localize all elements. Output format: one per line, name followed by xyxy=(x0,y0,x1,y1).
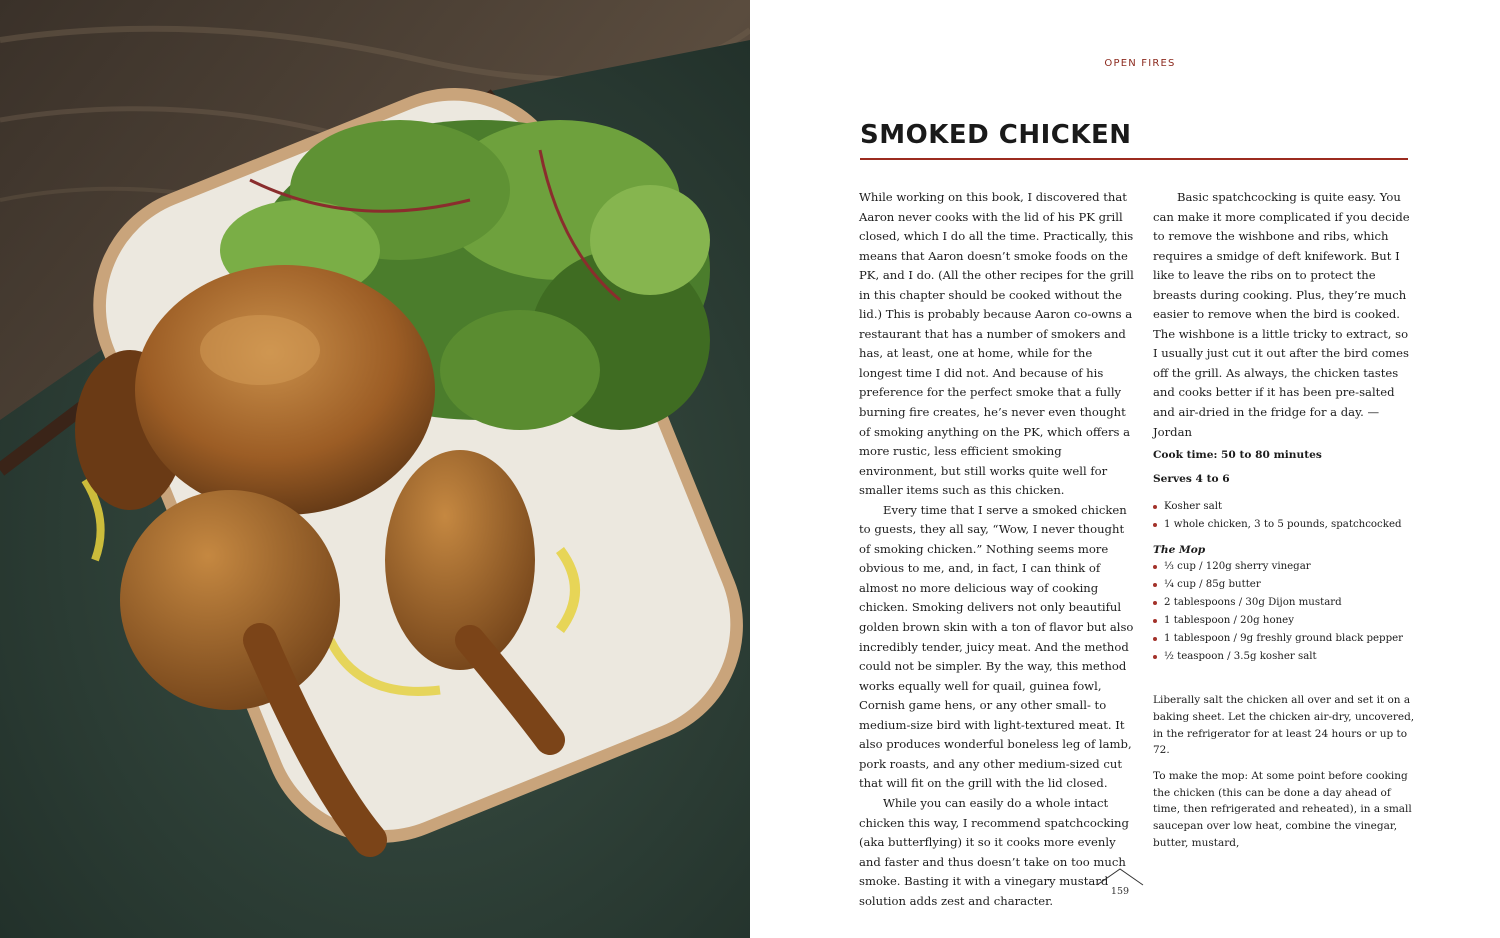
intro-paragraph: Every time that I serve a smoked chicken to guests, they all say, “Wow, I never thought of smoking chicken.” Nothing seems more obvious to me, and, in fact, I can think of almost no more delicious way of cooking chicken. Smoking delivers not only beautiful golden brown skin with a ton of flavor but also incredibly tender, juicy meat. And the method could not be simpler. By the way, this method works equally well for quail, guinea fowl, Cornish game hens, or any other small- to medium-size bird with light-textured meat. It also produces wonderful boneless leg of lamb, pork roasts, and any other medium-sized cut that will fit on the grill with the lid closed. xyxy=(859,502,1134,791)
ingredient-item: 1 whole chicken, 3 to 5 pounds, spatchcocked xyxy=(1153,516,1415,534)
recipe-title: SMOKED CHICKEN xyxy=(860,120,1132,150)
page-number: 159 xyxy=(1110,886,1130,897)
ingredient-item: 2 tablespoons / 30g Dijon mustard xyxy=(1153,594,1415,612)
cook-time: Cook time: 50 to 80 minutes xyxy=(1153,449,1322,462)
ingredient-item: 1 tablespoon / 20g honey xyxy=(1153,612,1415,630)
ingredient-item: ¼ cup / 85g butter xyxy=(1153,576,1415,594)
ingredient-item: 1 tablespoon / 9g freshly ground black pepper xyxy=(1153,630,1415,648)
ingredient-item: ⅓ cup / 120g sherry vinegar xyxy=(1153,558,1415,576)
intro-paragraph: While you can easily do a whole intact chicken this way, I recommend spatchcocking (aka butterflying) it so it cooks more evenly and faster and thus doesn’t take on too much smoke. Basting it with a vinegary mustard solution adds zest and character. xyxy=(859,795,1129,908)
recipe-page xyxy=(750,0,1500,938)
section-label: OPEN FIRES xyxy=(1104,58,1176,69)
recipe-column-right xyxy=(1153,188,1415,851)
mountain-icon xyxy=(1095,866,1145,886)
method-step: To make the mop: At some point before cooking the chicken (this can be done a day ahead of time, then refrigerated and reheated), in a small saucepan over low heat, combine the vinegar, butter, mustard, xyxy=(1153,769,1412,849)
serves: Serves 4 to 6 xyxy=(1153,473,1230,486)
title-rule xyxy=(860,158,1408,160)
intro-column-left xyxy=(859,188,1135,911)
method-step: Liberally salt the chicken all over and set it on a baking sheet. Let the chicken air-dry, uncovered, in the refrigerator for at least 24 hours or up to 72. xyxy=(1153,694,1415,757)
ingredient-item: Kosher salt xyxy=(1153,498,1415,516)
base-ingredient-list xyxy=(1153,498,1415,534)
mop-heading: The Mop xyxy=(1153,544,1206,557)
page-footer xyxy=(1095,866,1145,902)
intro-paragraph: While working on this book, I discovered that Aaron never cooks with the lid of his PK grill closed, which I do all the time. Practically, this means that Aaron doesn’t smoke foods on the PK, and I do. (All the other recipes for the grill in this chapter should be cooked without the lid.) This is probably because Aaron co-owns a restaurant that has a number of smokers and has, at least, one at home, while for the longest time I did not. And because of his preference for the perfect smoke that a fully burning fire creates, he’s never even thought of smoking anything on the PK, which offers a more rustic, less efficient smoking environment, but still works quite well for smaller items such as this chicken. xyxy=(859,190,1134,498)
intro-paragraph: Basic spatchcocking is quite easy. You can make it more complicated if you decide to remove the wishbone and ribs, which requires a smidge of deft knifework. But I like to leave the ribs on to protect the breasts during cooking. Plus, they’re much easier to remove when the bird is cooked. The wishbone is a little tricky to extract, so I usually just cut it out after the bird comes off the grill. As always, the chicken tastes and cooks better if it has been pre-salted and air-dried in the fridge for a day. —Jordan xyxy=(1153,190,1410,439)
mop-ingredient-list xyxy=(1153,558,1415,666)
ingredient-item: ½ teaspoon / 3.5g kosher salt xyxy=(1153,648,1415,666)
